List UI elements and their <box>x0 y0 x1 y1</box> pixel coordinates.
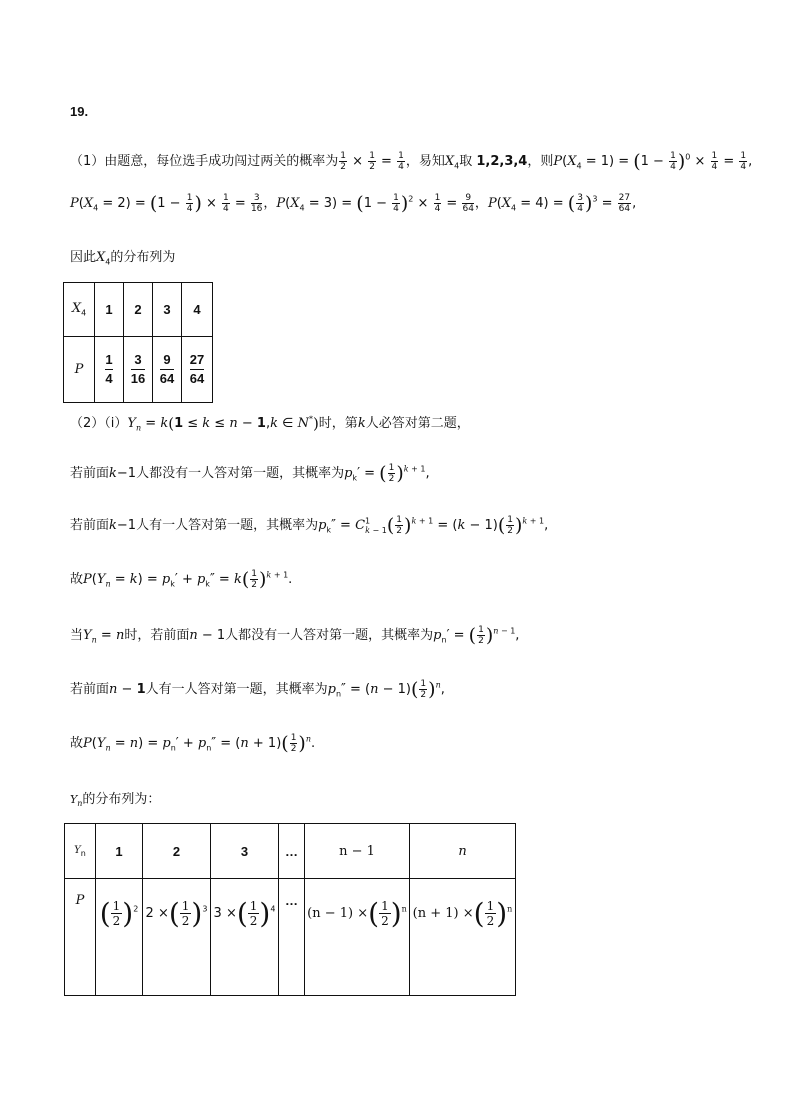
distribution-table-x4 <box>63 282 213 403</box>
table2-prob: … <box>279 879 305 996</box>
table1-header-var: $X_4$ <box>64 283 95 337</box>
table2-value: 3 <box>211 824 279 879</box>
table2-value: n − 1 <box>305 824 410 879</box>
table2-value: 2 <box>143 824 211 879</box>
table2-value: … <box>279 824 305 879</box>
table2-prob: (n − 1) ×( $\frac{1}{2}$ )$^n$ <box>305 879 410 996</box>
dist2-label: $Y_n$的分布列为： <box>70 792 161 809</box>
distribution-table-yn <box>64 823 516 996</box>
part1-intro: （1）由题意，每位选手成功闯过两关的概率为 <box>70 154 339 169</box>
part2-line1: $(2)(i)Y_n = k(1 \le k \le n - 1,k$ ∈ N*)时，第k人必答对第二题， <box>70 414 470 433</box>
table1-prob: $\frac{27}{64}$ <box>182 337 213 403</box>
table2-prob: (n + 1) ×( $\frac{1}{2}$ )$^n$ <box>410 879 516 996</box>
question-number: 19. <box>70 104 89 119</box>
table2-header-var: $Y_n$ <box>65 824 96 879</box>
part2-line5: 当$Y_n = n$时，若前面n − 1人都没有一人答对第一题，其概率为$p_n'$ = ( $\frac{1}{2}$ )$^{n - 1}$, <box>70 624 520 647</box>
table1-value: 1 <box>95 283 124 337</box>
table2-row-label: P <box>65 879 96 996</box>
part2-line4: 故$P(Y_n = k) = p_k' + p_k'' = k$( $\frac{1}{2}$ )$^{k + 1}$. <box>70 568 293 591</box>
part1-line1: （1）由题意，每位选手成功闯过两关的概率为 $\frac{1}{2}$ × $\frac{1}{2}$ = $\frac{1}{4}$ ，易知$X_4$取 1,2,3,4，则$P(X_4 = 1) = (1$ − $\frac{1}{4}$ )$^0$ × $\frac{1}{4}$ = $\frac{1}{4}$ , <box>70 150 753 173</box>
part2-line2: 若前面k−1人都没有一人答对第一题，其概率为$p_k'$ = ( $\frac{1}{2}$ )$^{k + 1}$, <box>70 462 430 485</box>
table1-value: 3 <box>153 283 182 337</box>
table1-value: 4 <box>182 283 213 337</box>
table1-prob: $\frac{9}{64}$ <box>153 337 182 403</box>
part2-line7: 故$P(Y_n = n) = p_n' + p_n'' = (n + 1)$( $\frac{1}{2}$ )$^n$. <box>70 732 316 755</box>
table1-row-label: P <box>64 337 95 403</box>
part2-line3: 若前面k−1人有一人答对第一题，其概率为$p_k'' = C^1_{k - 1}$( $\frac{1}{2}$ )$^{k + 1}$ = (k − 1)( $\frac{1}{2}$ )$^{k + 1}$, <box>70 514 549 537</box>
table2-prob: ( $\frac{1}{2}$ )$^2$ <box>96 879 143 996</box>
table2-value: 1 <box>96 824 143 879</box>
table1-value: 2 <box>124 283 153 337</box>
table2-value: n <box>410 824 516 879</box>
table1-prob: $\frac{3}{16}$ <box>124 337 153 403</box>
part2-line6: 若前面n − 1人有一人答对第一题，其概率为$p_n'' = (n - 1)$( $\frac{1}{2}$ )$^n$, <box>70 678 445 701</box>
part1-line2: $P(X_4 = 2) = (1$ − $\frac{1}{4}$ ) × $\frac{1}{4}$ = $\frac{3}{16}$ ，$P(X_4 = 3) = (1$ − $\frac{1}{4}$ )$^2$ × $\frac{1}{4}$ = $\frac{9}{64}$ ，$P(X_4 = 4)$ = ( $\frac{3}{4}$ )$^3$ = $\frac{27}{64}$ , <box>70 192 637 215</box>
dist1-label: 因此$X_4$的分布列为 <box>70 250 176 267</box>
table2-prob: 3 ×( $\frac{1}{2}$ )$^4$ <box>211 879 279 996</box>
table1-prob: $\frac{1}{4}$ <box>95 337 124 403</box>
table2-prob: 2 ×( $\frac{1}{2}$ )$^3$ <box>143 879 211 996</box>
